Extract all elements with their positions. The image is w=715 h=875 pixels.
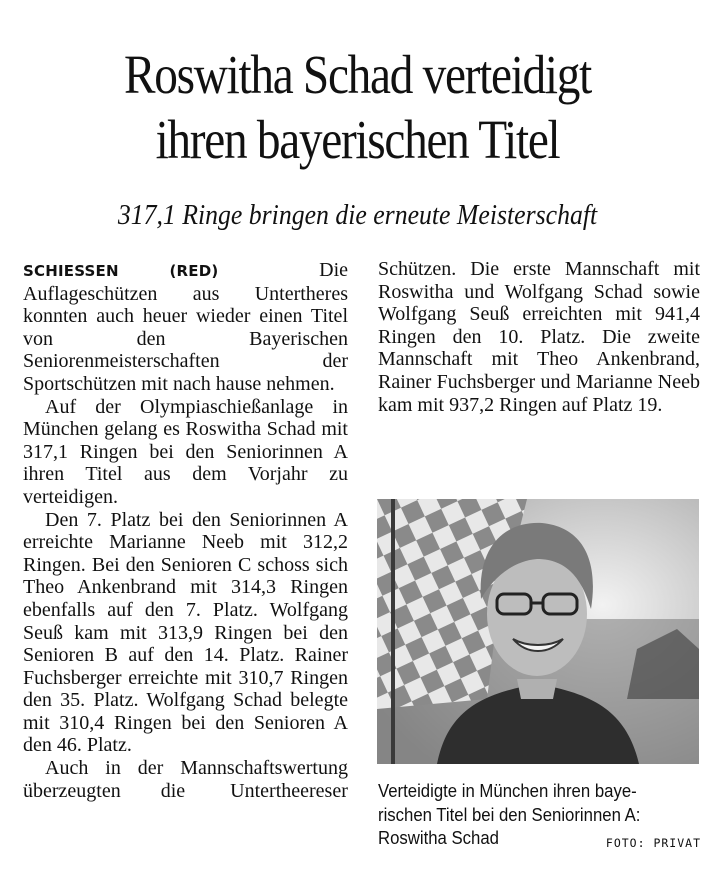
article-paragraph-4-end: Schützen. Die erste Mannschaft mit Roswitha und Wolfgang Schad sowie Wolfgang Seuß erreichten mit 941,4 Ringen den 10. Platz. Die zweite Mannschaft mit Theo Ankenbrand, Rainer Fuchsberger und Marianne Neeb kam mit 937,2 Ringen auf Platz 19. (378, 258, 700, 416)
subheadline: 317,1 Ringe bringen die erneute Meisterschaft (117, 200, 598, 231)
article-paragraph-3: Den 7. Platz bei den Seniorinnen A erreichte Marianne Neeb mit 312,2 Ringen. Bei den Senioren C schoss sich Theo Ankenbrand mit 314,3 Ringen ebenfalls auf den 7. Platz. Wolfgang Seuß kam mit 313,9 Ringen bei den Senioren B auf den 14. Platz. Rainer Fuchsberger erreichte mit 310,7 Ringen den 35. Platz. Wolfgang Schad belegte mit 310,4 Ringen bei den Senioren A den 46. Platz. (23, 508, 348, 757)
flag-pole (391, 499, 395, 764)
article-column-right (378, 258, 700, 416)
article-column-left (23, 259, 348, 802)
portrait-photo (377, 499, 699, 764)
paragraph-1-text: Die Auflageschützen aus Untertheres konnten auch heuer wieder einen Titel von den Bayerischen Seniorenmeisterschaften der Sportschützen mit nach hause nehmen. (23, 259, 349, 395)
headline-line-2: ihren bayerischen Titel (155, 109, 560, 170)
article-kicker: SCHIESSEN (RED) (23, 262, 219, 280)
caption-line-2: rischen Titel bei den Seniorinnen A: (378, 804, 641, 825)
article-paragraph-1 (23, 259, 348, 396)
portrait-image (377, 499, 699, 764)
headline (50, 42, 665, 172)
headline-line-1: Roswitha Schad verteidigt (124, 44, 591, 105)
article-paragraph-4-start: Auch in der Mannschaftswertung überzeugten die Untertheereser (23, 757, 348, 802)
caption-line-1: Verteidigte in München ihren baye- (378, 781, 637, 801)
caption-line-3: Roswitha Schad (378, 828, 499, 849)
article-paragraph-2: Auf der Olympiaschießanlage in München gelang es Roswitha Schad mit 317,1 Ringen bei den Seniorinnen A ihren Titel aus dem Vorjahr zu verteidigen. (23, 395, 348, 508)
photo-credit: FOTO: PRIVAT (605, 836, 701, 850)
